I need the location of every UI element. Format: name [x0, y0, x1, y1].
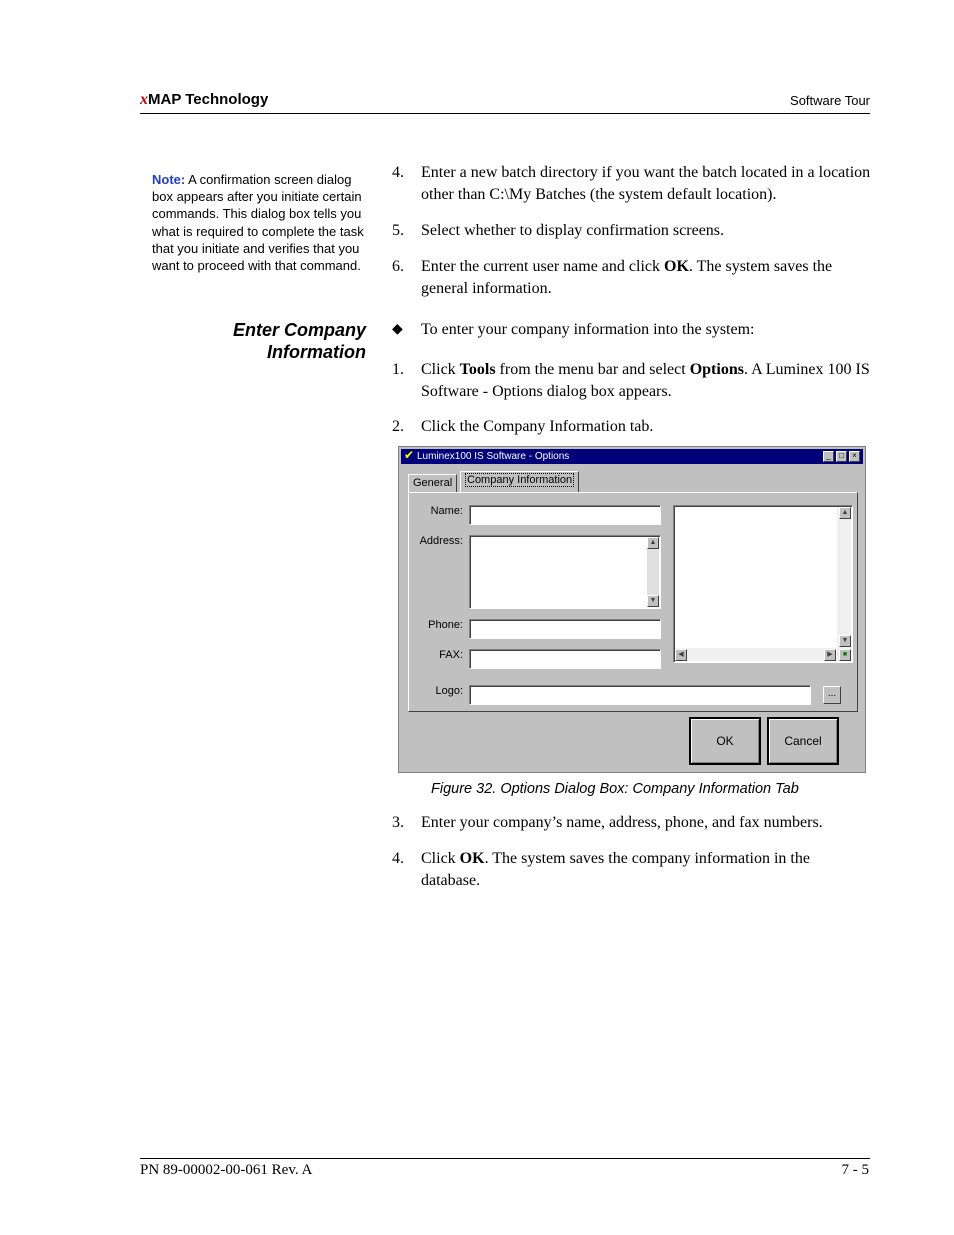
step-text-pre: Enter the current user name and click — [421, 258, 664, 275]
phone-field[interactable] — [469, 619, 661, 639]
tab-company-information-label: Company Information — [467, 474, 573, 486]
step-text — [392, 848, 872, 892]
browse-button[interactable]: ... — [823, 686, 841, 704]
logo-field[interactable] — [469, 685, 811, 705]
step-text: Select whether to display confirmation screens. — [421, 222, 725, 239]
cancel-button[interactable]: Cancel — [767, 717, 839, 765]
brand-x: x — [140, 91, 148, 108]
minimize-icon[interactable]: _ — [823, 451, 834, 462]
step-text-bold: OK — [664, 258, 689, 275]
note-label: Note: — [152, 172, 186, 187]
step-text: Enter your company’s name, address, phone, and fax numbers. — [421, 814, 823, 831]
phone-label: Phone: — [428, 619, 463, 631]
footer-part-number: PN 89-00002-00-061 Rev. A — [140, 1162, 313, 1178]
scroll-right-icon[interactable]: ▶ — [824, 649, 836, 661]
step-text-pre: Click — [421, 850, 460, 867]
step-text-mid: from the menu bar and select — [495, 361, 690, 378]
step-company-3 — [392, 812, 872, 834]
step-text — [392, 256, 872, 300]
maximize-icon[interactable]: □ — [836, 451, 847, 462]
intro-text: To enter your company information into the system: — [421, 321, 755, 338]
close-icon[interactable]: × — [849, 451, 860, 462]
step-number: 3. — [392, 814, 404, 831]
procedure-intro — [392, 319, 872, 341]
footer-page-number: 7 - 5 — [841, 1162, 869, 1178]
step-text-post: . The system saves the company information in the database. — [421, 850, 810, 889]
step-text: Click the Company Information tab. — [421, 418, 654, 435]
sidebar-note — [152, 171, 367, 274]
diamond-bullet-icon: ◆ — [392, 322, 403, 337]
scroll-down-icon[interactable]: ▼ — [647, 595, 659, 607]
name-label: Name: — [430, 505, 463, 517]
footer-rule — [140, 1158, 870, 1159]
step-general-5 — [392, 220, 872, 242]
header-brand — [140, 91, 268, 109]
brand-name: MAP Technology — [148, 91, 269, 108]
tab-general[interactable]: General — [408, 474, 457, 492]
header-section: Software Tour — [790, 93, 870, 108]
scroll-down-icon[interactable]: ▼ — [839, 635, 851, 647]
logo-label: Logo: — [435, 685, 463, 697]
step-text-bold: Tools — [459, 361, 496, 378]
resize-icon[interactable]: ■ — [839, 649, 851, 661]
section-heading-line1: Enter Company — [232, 320, 366, 340]
dialog-title: Luminex100 IS Software - Options — [417, 451, 570, 462]
section-heading-line2: Information — [267, 342, 366, 362]
step-general-6 — [392, 256, 872, 300]
step-text-post: . A Luminex 100 IS Software - Options dialog box appears. — [421, 361, 870, 400]
company-info-panel — [408, 492, 858, 712]
fax-field[interactable] — [469, 649, 661, 669]
step-number: 1. — [392, 361, 404, 378]
step-general-4 — [392, 162, 872, 206]
address-field[interactable] — [469, 535, 661, 609]
figure-caption: Figure 32. Options Dialog Box: Company Information Tab — [431, 781, 799, 797]
step-text-post: . The system saves the general information. — [421, 258, 833, 297]
section-heading — [233, 319, 366, 363]
step-company-4 — [392, 848, 872, 892]
options-dialog — [398, 446, 866, 773]
step-text-bold: Options — [689, 361, 744, 378]
header-rule — [140, 113, 870, 114]
logo-preview — [673, 505, 853, 663]
scroll-up-icon[interactable]: ▲ — [647, 537, 659, 549]
step-company-2 — [392, 416, 872, 438]
dialog-titlebar — [401, 449, 863, 464]
step-number: 6. — [392, 258, 404, 275]
step-number: 4. — [392, 164, 404, 181]
step-text-pre: Click — [421, 361, 460, 378]
ok-button[interactable]: OK — [689, 717, 761, 765]
step-number: 5. — [392, 222, 404, 239]
step-text: Enter a new batch directory if you want the batch located in a location other than C:\My Batches (the system default location). — [421, 164, 871, 203]
step-text — [392, 359, 872, 403]
scroll-up-icon[interactable]: ▲ — [839, 507, 851, 519]
fax-label: FAX: — [439, 649, 463, 661]
preview-hscrollbar[interactable] — [675, 648, 835, 661]
note-text: A confirmation screen dialog box appears after you initiate certain commands. This dialog box tells you what is required to complete the task that you initiate and verifies that you want to proceed with that command. — [152, 172, 364, 274]
tab-company-information[interactable] — [460, 471, 579, 492]
step-number: 2. — [392, 418, 404, 435]
step-company-1 — [392, 359, 872, 403]
address-label: Address: — [419, 535, 463, 547]
scroll-left-icon[interactable]: ◀ — [675, 649, 687, 661]
name-field[interactable] — [469, 505, 661, 525]
step-number: 4. — [392, 850, 404, 867]
step-text-bold: OK — [459, 850, 485, 867]
checkmark-icon: ✔ — [404, 448, 415, 462]
